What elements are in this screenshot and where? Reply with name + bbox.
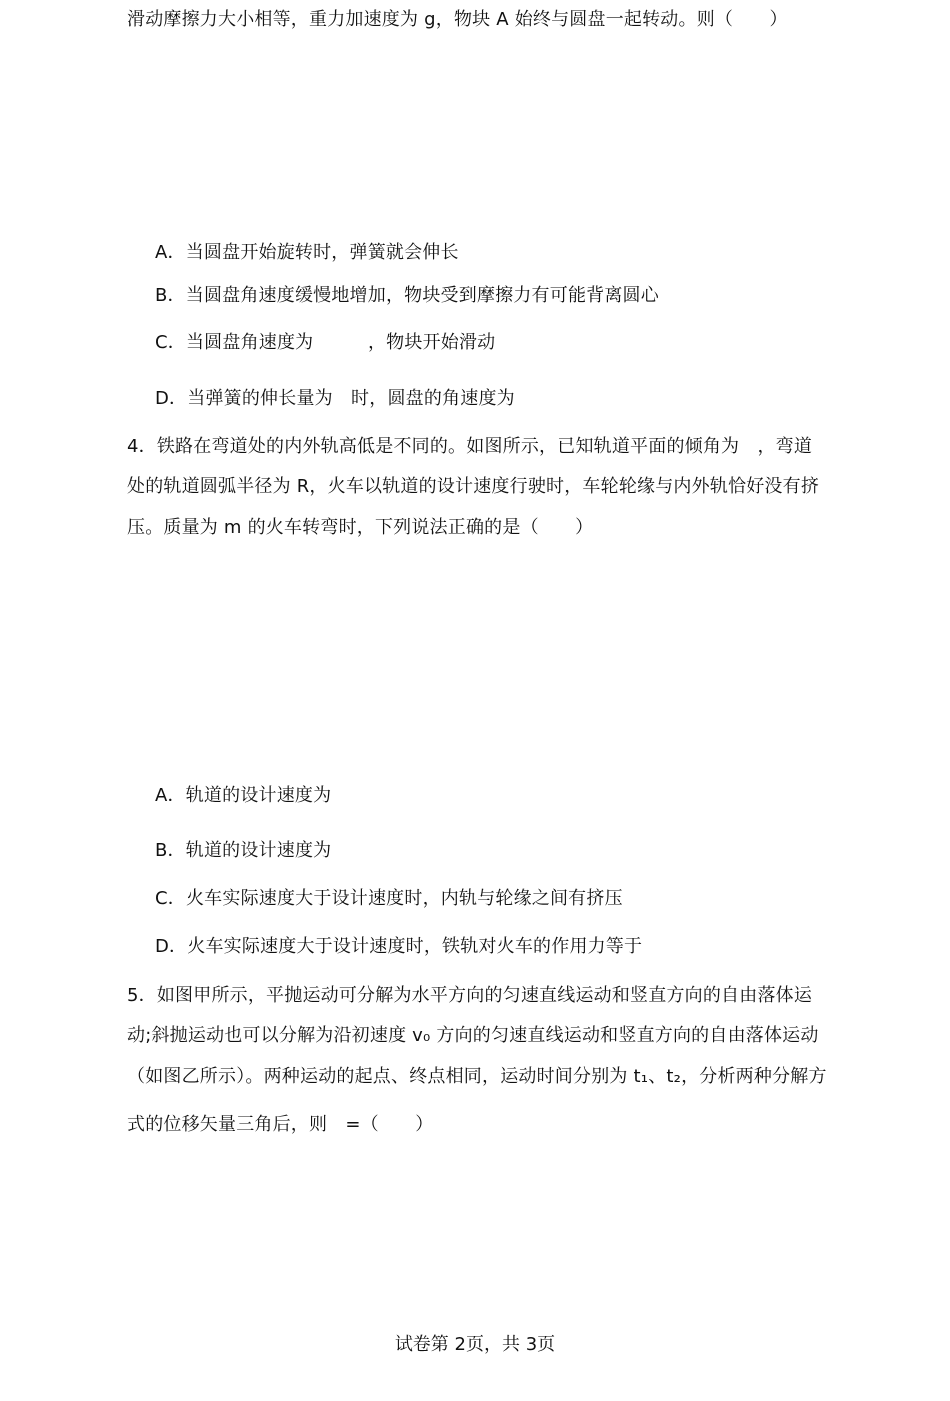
q5-stem-line-2: 动;斜抛运动也可以分解为沿初速度 v₀ 方向的匀速直线运动和竖直方向的自由落体运动 bbox=[127, 1025, 819, 1046]
q4-stem-line-3: 压。质量为 m 的火车转弯时，下列说法正确的是（ ） bbox=[127, 517, 594, 538]
q4-option-a: A．轨道的设计速度为 bbox=[155, 785, 332, 806]
q5-stem-line-3: （如图乙所示）。两种运动的起点、终点相同，运动时间分别为 t₁、t₂，分析两种分解方 bbox=[127, 1066, 827, 1087]
q4-stem-line-2: 处的轨道圆弧半径为 R，火车以轨道的设计速度行驶时，车轮轮缘与内外轨恰好没有挤 bbox=[127, 476, 820, 497]
q3-stem-tail: 滑动摩擦力大小相等，重力加速度为 g，物块 A 始终与圆盘一起转动。则（ ） bbox=[127, 9, 788, 30]
q3-option-c: C．当圆盘角速度为 ，物块开始滑动 bbox=[155, 332, 496, 353]
q3-option-b: B．当圆盘角速度缓慢地增加，物块受到摩擦力有可能背离圆心 bbox=[155, 285, 659, 306]
q5-stem-line-4: 式的位移矢量三角后，则 =（ ） bbox=[127, 1114, 434, 1135]
q4-option-d: D．火车实际速度大于设计速度时，铁轨对火车的作用力等于 bbox=[155, 936, 643, 957]
q3-option-d: D．当弹簧的伸长量为 时，圆盘的角速度为 bbox=[155, 388, 515, 409]
q3-option-a: A．当圆盘开始旋转时，弹簧就会伸长 bbox=[155, 242, 459, 263]
page-footer: 试卷第 2页，共 3页 bbox=[394, 1334, 556, 1355]
q4-option-c: C．火车实际速度大于设计速度时，内轨与轮缘之间有挤压 bbox=[155, 888, 623, 909]
q4-option-b: B．轨道的设计速度为 bbox=[155, 840, 332, 861]
q4-stem-line-1: 4．铁路在弯道处的内外轨高低是不同的。如图所示，已知轨道平面的倾角为 ，弯道 bbox=[127, 436, 813, 457]
q5-stem-line-1: 5．如图甲所示，平抛运动可分解为水平方向的匀速直线运动和竖直方向的自由落体运 bbox=[127, 985, 813, 1006]
